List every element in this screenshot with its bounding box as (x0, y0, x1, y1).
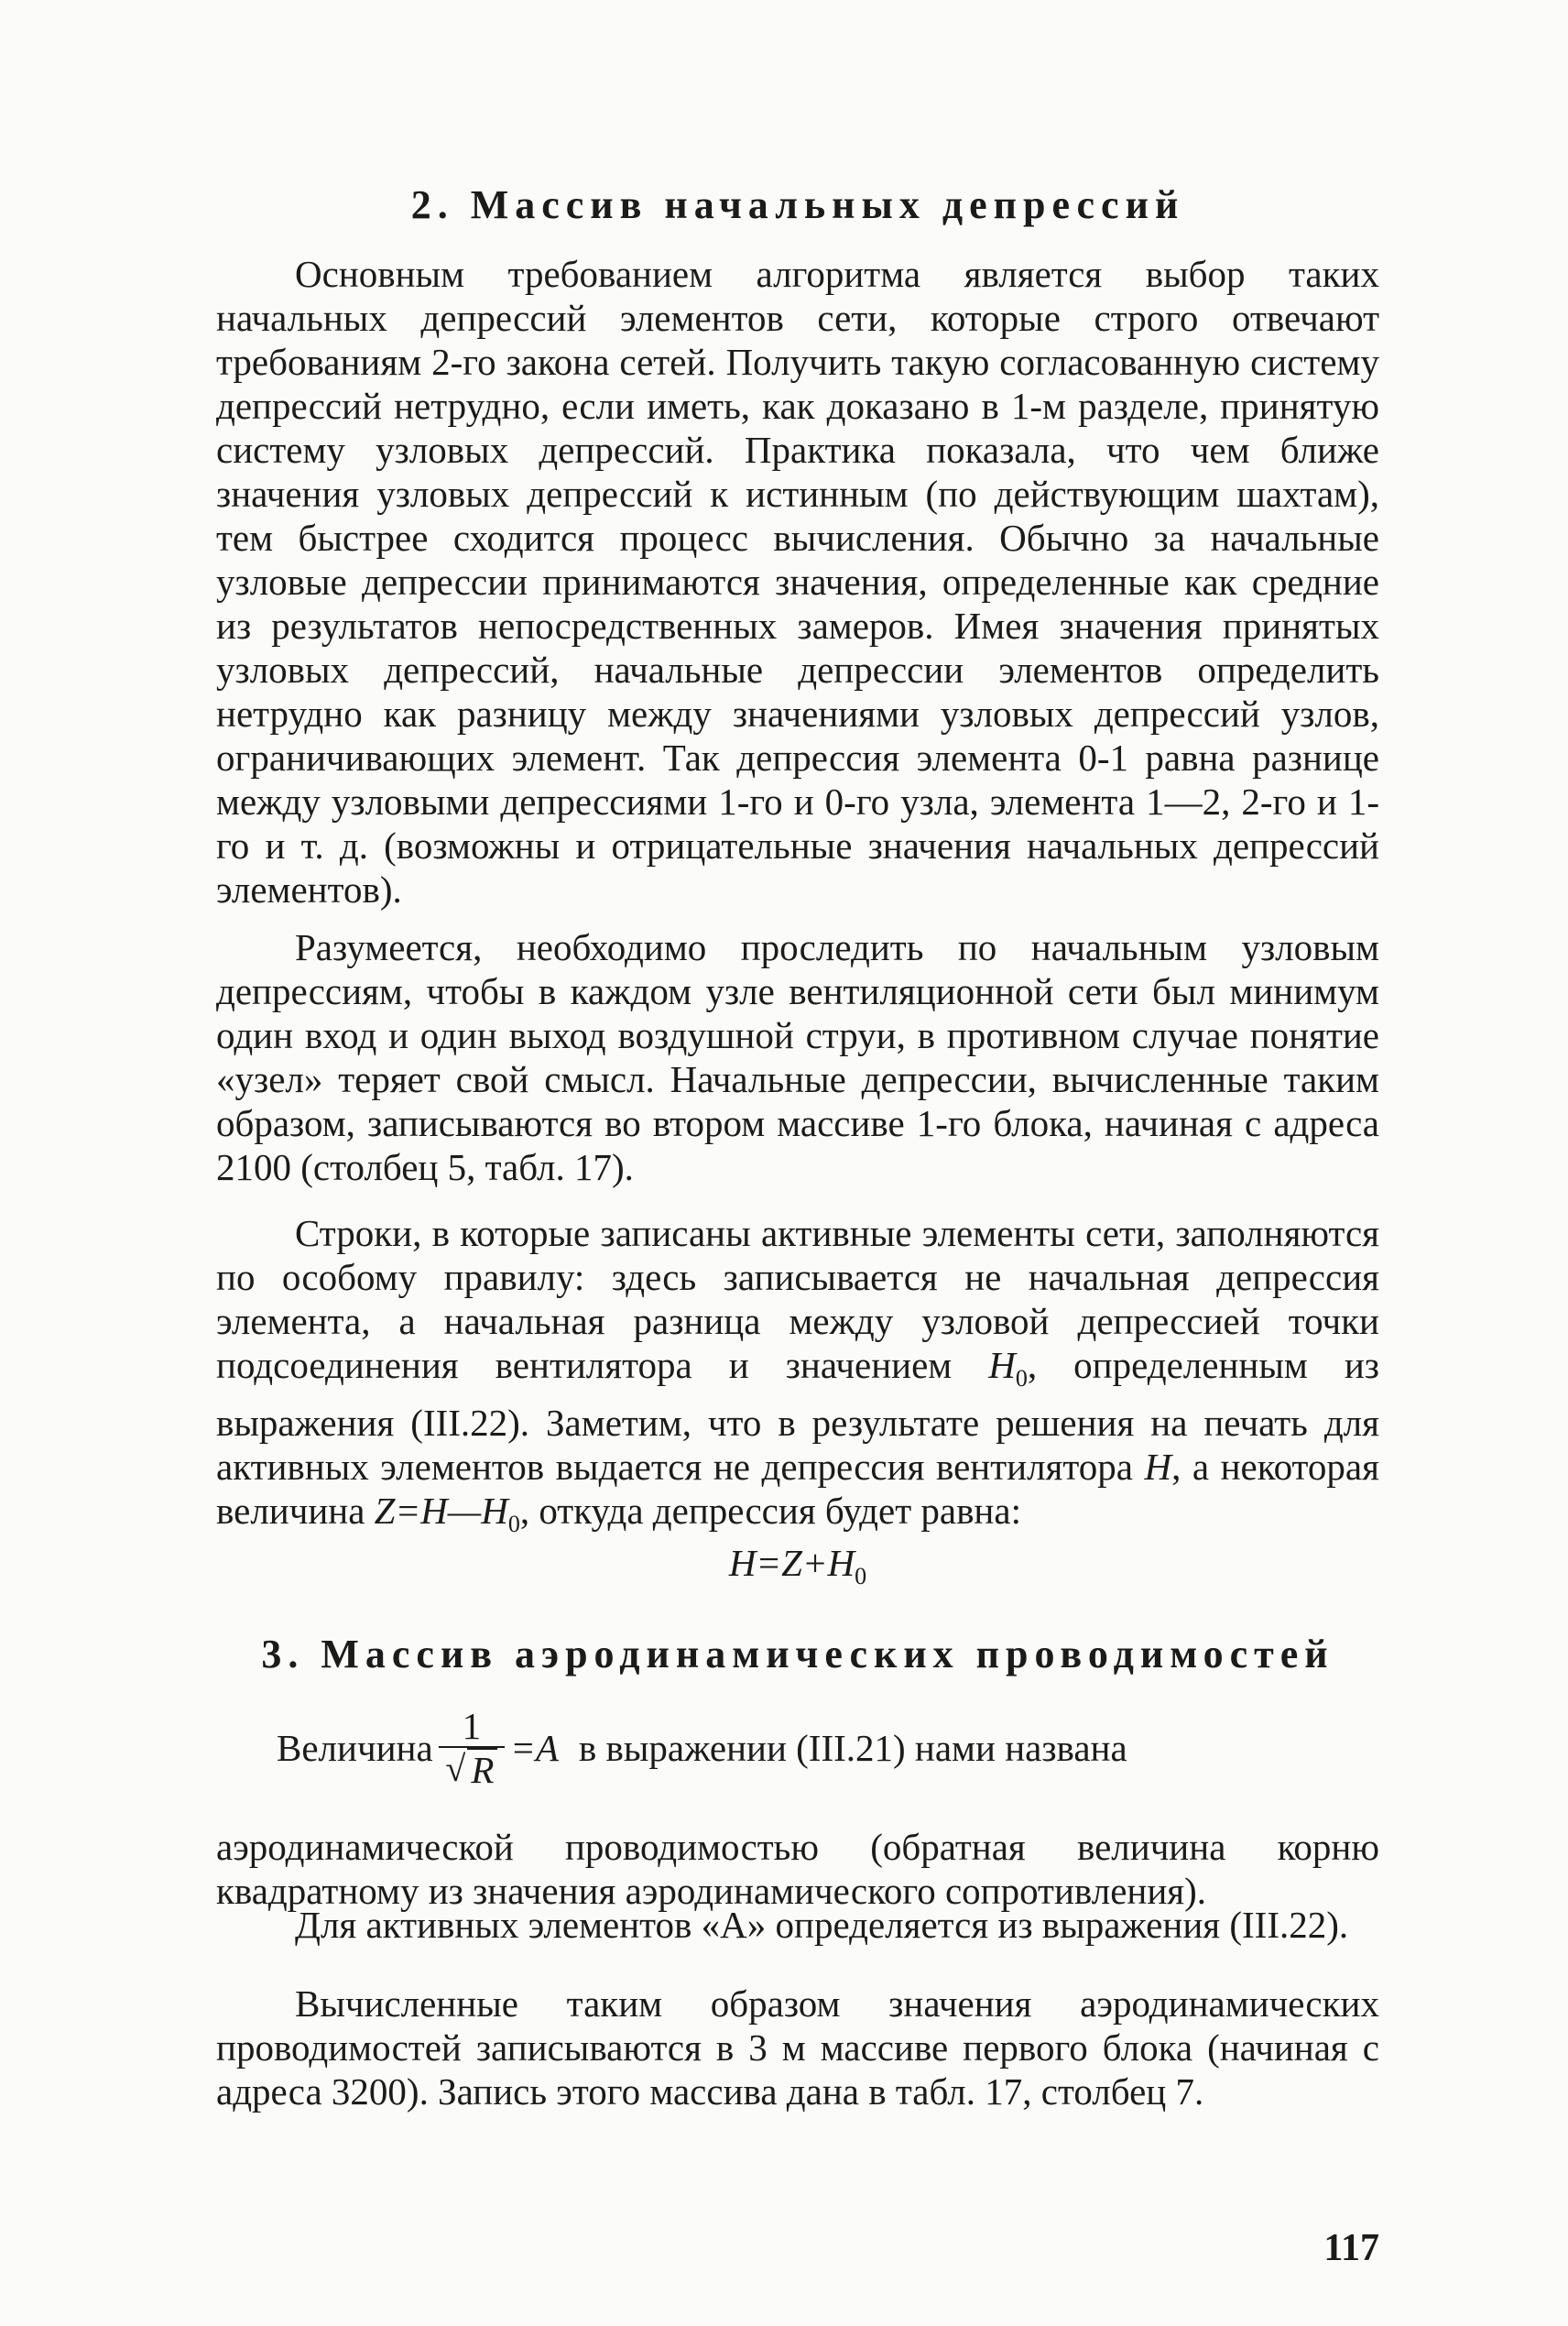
section-3-paragraph-2: Для активных элементов «А» определяется из выражения (III.22). (295, 1904, 1349, 1946)
var-H0 (988, 1344, 1028, 1392)
expr-Z-text: Z=H—H (374, 1490, 508, 1533)
section-3-paragraph-1: аэродинамической проводимостью (обратная величина корню квадратному из значения аэродинамического сопротивления). (216, 1826, 1379, 1912)
section-3-paragraph-3: Вычисленные таким образом значения аэродинамических проводимостей записываются в 3 м массиве первого блока (начиная с адреса 3200). Запись этого массива дана в табл. 17, столбец 7. (216, 1982, 1379, 2113)
definition-line (216, 1706, 1440, 1790)
sqrt-icon: √ (445, 1748, 466, 1789)
formula-H-text: H=Z+H (728, 1542, 855, 1584)
p3-text-a: Строки, в которые записаны активные элементы сети, заполняются по особому правилу: здесь записывается не начальная депрессия элемента, а начальная разница между узловой депрессией точки подсоединения вентилятора и значением (216, 1212, 1379, 1386)
section-2-paragraph-1: Основным требованием алгоритма является выбор таких начальных депрессий элементов сети, которые строго отвечают требованиям 2-го закона сетей. Получить такую согласованную систему депрессий нетрудно, если иметь, как доказано в 1-м разделе, принятую систему узловых депрессий. Практика показала, что чем ближе значения узловых депрессий к истинным (по действующим шахтам), тем быстрее сходится процесс вычисления. Обычно за начальные узловые депрессии принимаются значения, определенные как средние из результатов непосредственных замеров. Имея значения принятых узловых депрессий, начальные депрессии элементов определить нетрудно как разницу между значениями узловых депрессий узлов, ограничивающих элемент. Так депрессия элемента 0-1 равна разнице между узловыми депрессиями 1-го и 0-го узла, элемента 1—2, 2-го и 1-го и т. д. (возможны и отрицательные значения начальных депрессий элементов). (216, 253, 1379, 911)
page-number: 117 (1323, 2227, 1379, 2269)
lead-word: Величина (277, 1727, 433, 1769)
p3-text-c: , а некоторая величина (216, 1446, 1379, 1533)
equals-A: =A (510, 1727, 559, 1769)
sqrt-argument: R (467, 1748, 497, 1790)
fraction-denominator (445, 1748, 497, 1790)
section-2-paragraph-2: Разумеется, необходимо проследить по начальным узловым депрессиям, чтобы в каждом узле вентиляционной сети был минимум один вход и один выход воздушной струи, в противном случае понятие «узел» теряет свой смысл. Начальные депрессии, вычисленные таким образом, записываются во втором массиве 1-го блока, начиная с адреса 2100 (столбец 5, табл. 17). (216, 926, 1379, 1188)
p3-text-b: , определенным из выражения (III.22). Заметим, что в результате решения на печать для активных элементов выдается не депрессия вентилятора (216, 1344, 1380, 1489)
section-2-heading: 2. Массив начальных депрессий (410, 182, 1185, 227)
p3-text-d: , откуда депрессия будет равна: (519, 1490, 1021, 1533)
expr-Z (374, 1490, 520, 1538)
formula-H (216, 1541, 1379, 1599)
var-H: H (1144, 1446, 1172, 1489)
var-H0-letter: H (988, 1344, 1016, 1386)
formula-H-sub: 0 (855, 1563, 867, 1590)
section-2-paragraph-3 (216, 1211, 1379, 1546)
lead-rest: в выражении (III.21) нами названа (578, 1727, 1127, 1769)
var-H0-sub: 0 (1015, 1365, 1028, 1392)
fraction-numerator: 1 (439, 1706, 506, 1748)
section-3-heading: 3. Массив аэродинамических проводимостей (261, 1632, 1334, 1676)
expr-Z-sub: 0 (507, 1511, 520, 1538)
fraction-1-over-sqrt-R (439, 1706, 506, 1790)
